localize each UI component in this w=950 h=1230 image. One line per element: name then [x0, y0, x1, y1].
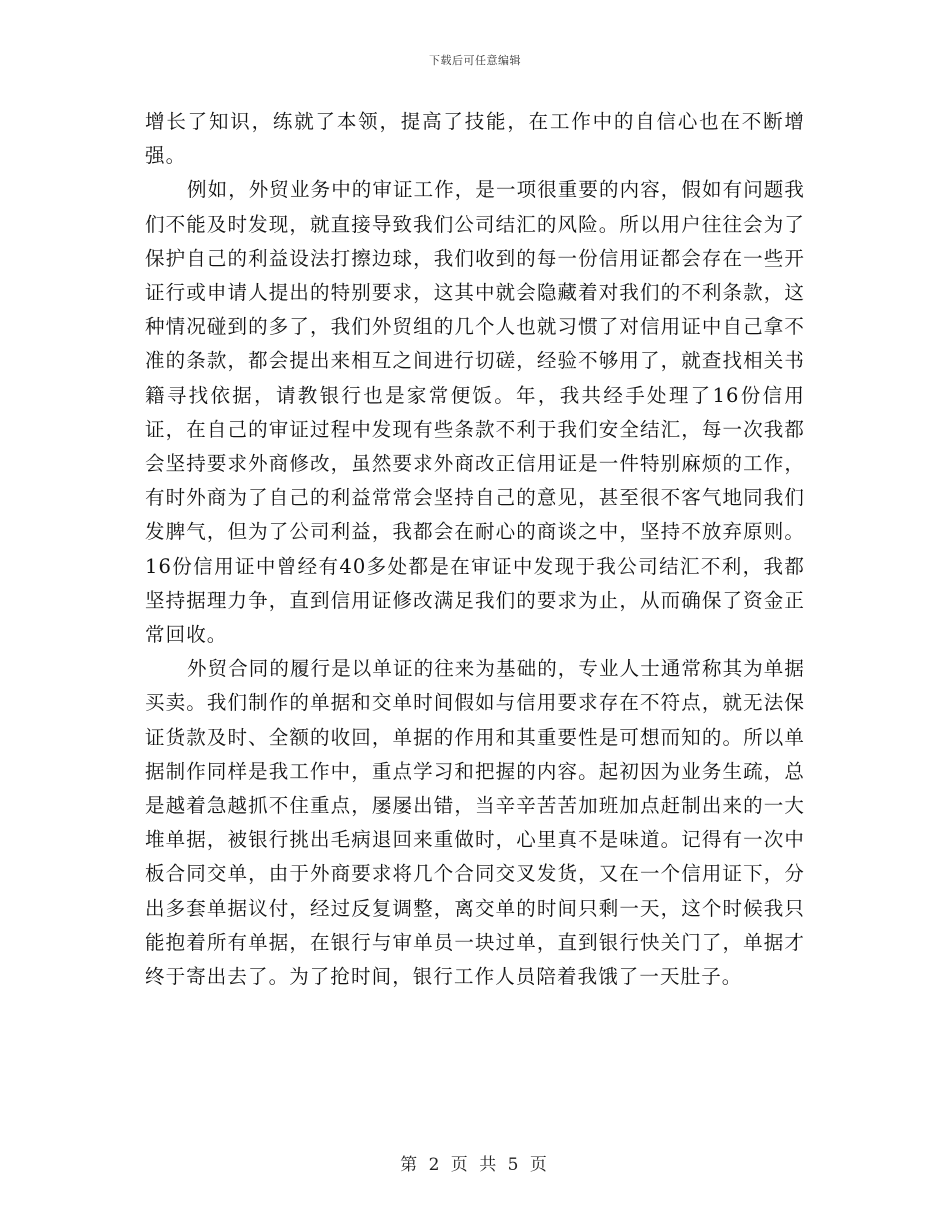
document-body [145, 105, 805, 994]
page-number-footer: 第 2 页 共 5 页 [400, 1155, 550, 1175]
page-header: 下载后可任意编辑 [429, 54, 521, 67]
paragraph-continuation: 增长了知识，练就了本领，提高了技能，在工作中的自信心也在不断增强。 [145, 110, 805, 168]
paragraph-document-preparation: 外贸合同的履行是以单证的往来为基础的，专业人士通常称其为单据买卖。我们制作的单据和交单时间假如与信用要求存在不符点，就无法保证货款及时、全额的收回，单据的作用和其重要性是可想而知的。所以单据制作同样是我工作中，重点学习和把握的内容。起初因为业务生疏，总是越着急越抓不住重点，屡屡出错，当辛辛苦苦加班加点赶制出来的一大堆单据，被银行挑出毛病退回来重做时，心里真不是味道。记得有一次中板合同交单，由于外商要求将几个合同交叉发货，又在一个信用证下，分出多套单据议付，经过反复调整，离交单的时间只剩一天，这个时候我只能抱着所有单据，在银行与审单员一块过单，直到银行快关门了，单据才终于寄出去了。为了抢时间，银行工作人员陪着我饿了一天肚子。 [145, 657, 806, 989]
paragraph-letter-of-credit-review: 例如，外贸业务中的审证工作，是一项很重要的内容，假如有问题我们不能及时发现，就直接导致我们公司结汇的风险。所以用户往往会为了保护自己的利益设法打擦边球，我们收到的每一份信用证都会存在一些开证行或申请人提出的特别要求，这其中就会隐藏着对我们的不利条款，这种情况碰到的多了，我们外贸组的几个人也就习惯了对信用证中自己拿不准的条款，都会提出来相互之间进行切磋，经验不够用了，就查找相关书籍寻找依据，请教银行也是家常便饭。年，我共经手处理了16份信用证，在自己的审证过程中发现有些条款不利于我们安全结汇，每一次我都会坚持要求外商修改，虽然要求外商改正信用证是一件特别麻烦的工作，有时外商为了自己的利益常常会坚持自己的意见，甚至很不客气地同我们发脾气，但为了公司利益，我都会在耐心的商谈之中，坚持不放弃原则。16份信用证中曾经有40多处都是在审证中发现于我公司结汇不利，我都坚持据理力争，直到信用证修改满足我们的要求为止，从而确保了资金正常回收。 [145, 178, 806, 647]
